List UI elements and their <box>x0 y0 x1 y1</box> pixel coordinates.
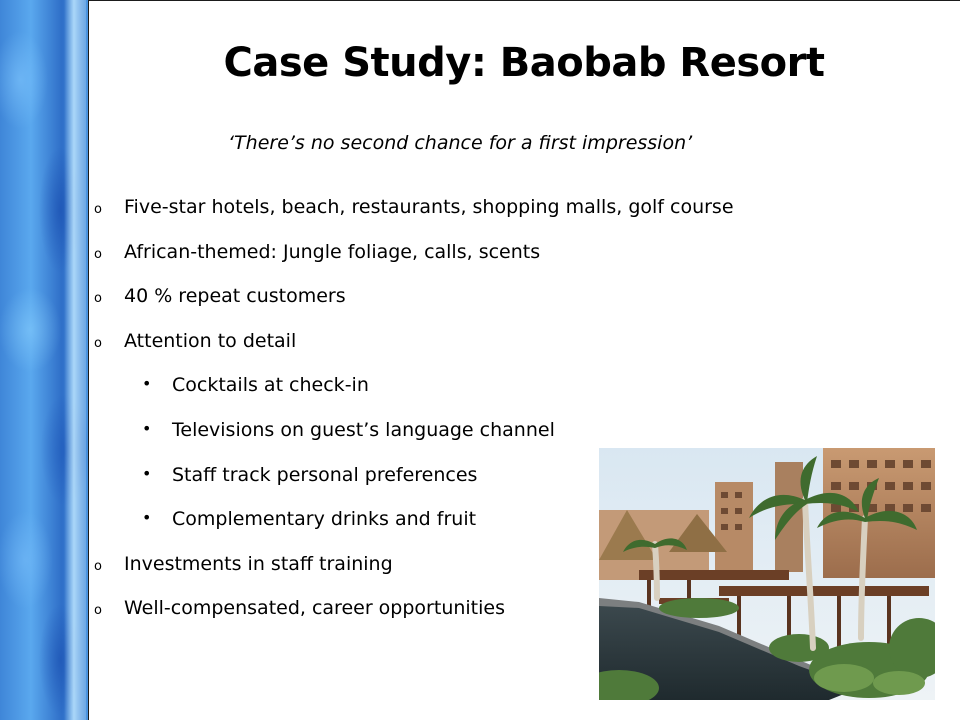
slide-title: Case Study: Baobab Resort <box>223 40 825 86</box>
sub-bullet-marker: • <box>142 463 152 483</box>
bullet-marker: o <box>94 558 102 574</box>
sub-bullet-marker: • <box>142 508 152 528</box>
water-decoration-edge <box>64 0 86 720</box>
left-divider-line <box>88 0 89 720</box>
bullet-text: Investments in staff training <box>124 552 393 575</box>
bullet-text: Attention to detail <box>124 329 297 352</box>
bullet-text: Well-compensated, career opportunities <box>124 597 505 620</box>
resort-photo-illustration <box>599 448 935 700</box>
sub-bullet-marker: • <box>142 374 152 394</box>
bullet-marker: o <box>94 335 102 351</box>
bullet-text: African-themed: Jungle foliage, calls, scents <box>124 240 541 263</box>
top-border-line <box>88 0 960 1</box>
bullet-marker: o <box>94 246 102 262</box>
sub-bullet-marker: • <box>142 418 152 438</box>
sub-bullet-text: Complementary drinks and fruit <box>172 508 477 531</box>
resort-photo <box>599 448 935 700</box>
bullet-marker: o <box>94 603 102 619</box>
bullet-marker: o <box>94 291 102 307</box>
bullet-marker: o <box>94 202 102 217</box>
bullet-text: 40 % repeat customers <box>124 285 346 308</box>
bullet-text: Five-star hotels, beach, restaurants, shopping malls, golf course <box>124 196 734 218</box>
sub-bullet-text: Staff track personal preferences <box>172 463 478 486</box>
slide-quote: ‘There’s no second chance for a first impression’ <box>228 132 693 154</box>
sub-bullet-text: Televisions on guest’s language channel <box>172 418 555 441</box>
sub-bullet-text: Cocktails at check-in <box>172 374 369 397</box>
